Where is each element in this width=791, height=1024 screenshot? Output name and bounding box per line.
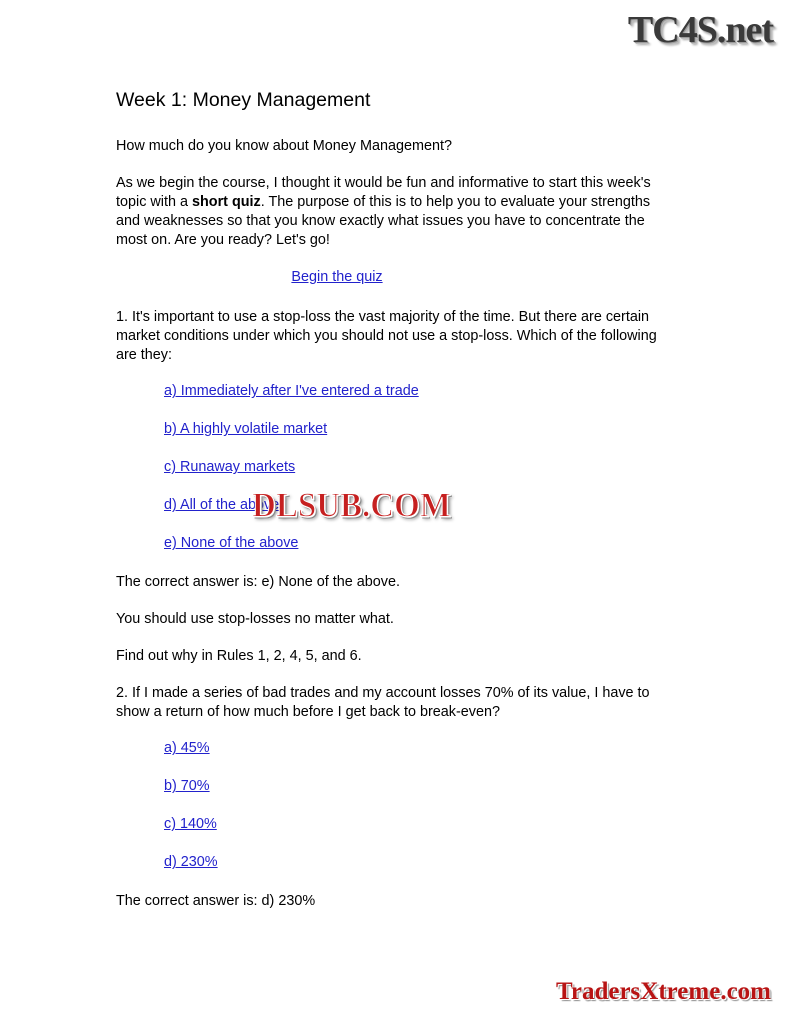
- question-1-note-2: Find out why in Rules 1, 2, 4, 5, and 6.: [116, 648, 362, 665]
- option-2d[interactable]: d) 230%: [164, 854, 218, 871]
- intro-text-part2: . The purpose of this is to help you to evaluate your strengths and weaknesses so that you know exactly what issues you have to concentrate the most on. Are you ready? Let's go!: [116, 194, 651, 249]
- question-1-options: [116, 383, 676, 552]
- question-1-note-1: You should use stop-losses no matter what.: [116, 611, 394, 628]
- option-1a[interactable]: a) Immediately after I've entered a trade: [164, 383, 419, 400]
- intro-text-bold: short quiz: [192, 194, 261, 211]
- intro-text-part1: As we begin the course, I thought it would be fun and informative to start this week's topic with a: [116, 175, 651, 211]
- page-title: Week 1: Money Management: [116, 89, 371, 111]
- list-item: [164, 816, 676, 833]
- question-1-answer: The correct answer is: e) None of the above.: [116, 574, 400, 591]
- option-1d[interactable]: d) All of the above: [164, 497, 280, 514]
- option-1e[interactable]: e) None of the above: [164, 535, 299, 552]
- watermark: DLSUB.COM: [252, 487, 451, 525]
- list-item: [164, 383, 676, 400]
- question-2-options: [116, 740, 676, 871]
- option-1c[interactable]: c) Runaway markets: [164, 459, 296, 476]
- begin-quiz-link[interactable]: Begin the quiz: [291, 269, 383, 286]
- question-1-text: 1. It's important to use a stop-loss the vast majority of the time. But there are certain market conditions under which you should not use a stop-loss. Which of the following are they:: [116, 309, 657, 364]
- intro-question: How much do you know about Money Management?: [116, 138, 452, 155]
- site-logo-footer: TradersXtreme.com: [556, 978, 771, 1005]
- list-item: [164, 459, 676, 476]
- intro-paragraph: [116, 174, 676, 250]
- list-item: [164, 778, 676, 795]
- list-item: [164, 421, 676, 438]
- list-item: [164, 854, 676, 871]
- question-2-answer: The correct answer is: d) 230%: [116, 893, 316, 910]
- option-1b[interactable]: b) A highly volatile market: [164, 421, 328, 438]
- begin-quiz-link-wrap: [116, 268, 676, 286]
- question-2-text: 2. If I made a series of bad trades and my account losses 70% of its value, I have to show a return of how much before I get back to break-even?: [116, 685, 650, 721]
- option-2b[interactable]: b) 70%: [164, 778, 210, 795]
- option-2a[interactable]: a) 45%: [164, 740, 210, 757]
- option-2c[interactable]: c) 140%: [164, 816, 217, 833]
- site-logo-header: TC4S.net: [627, 9, 773, 51]
- list-item: [164, 535, 676, 552]
- list-item: [164, 740, 676, 757]
